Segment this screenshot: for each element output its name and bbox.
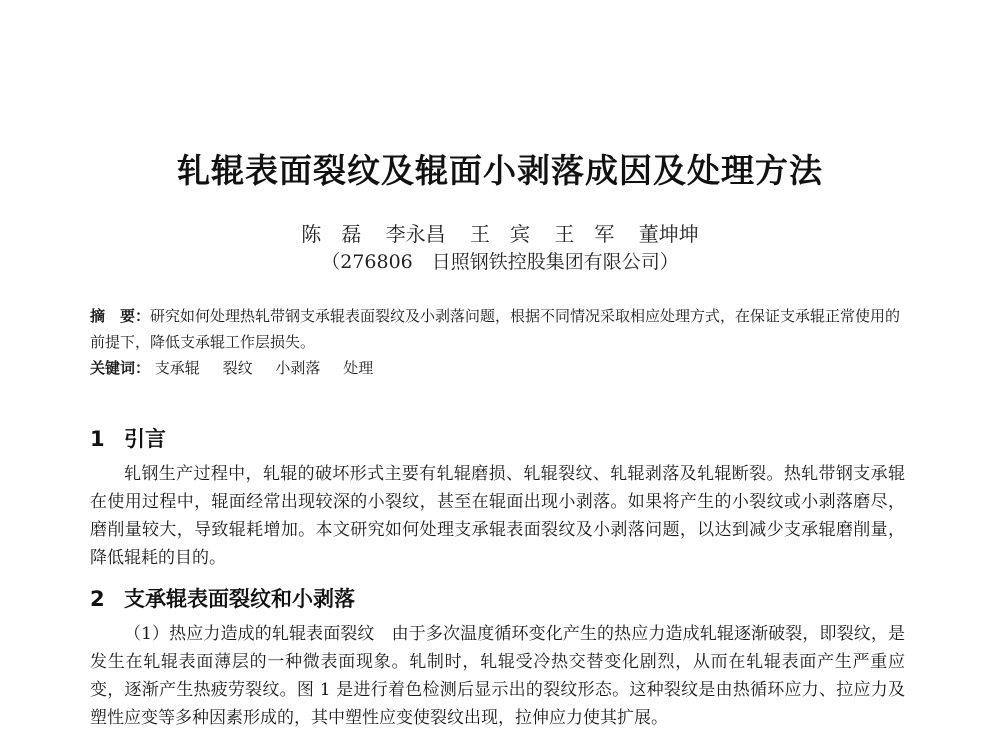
keyword: 裂纹 bbox=[222, 359, 253, 377]
author-name: 陈 磊 bbox=[301, 222, 362, 246]
section-heading bbox=[90, 583, 355, 613]
abstract-text: 研究如何处理热轧带钢支承辊表面裂纹及小剥落问题，根据不同情况采取相应处理方式，在保证支承辊正常使用的前提下，降低支承辊工作层损失。 bbox=[90, 307, 901, 351]
section-number: 1 bbox=[90, 427, 105, 451]
author-name: 王 宾 bbox=[470, 222, 530, 246]
paragraph-subhead: （1）热应力造成的轧辊表面裂纹 bbox=[124, 624, 392, 644]
author-name: 王 军 bbox=[554, 222, 615, 246]
section-title: 引言 bbox=[124, 427, 166, 451]
section-title: 支承辊表面裂纹和小剥落 bbox=[124, 587, 355, 611]
section-paragraph: 轧钢生产过程中，轧辊的破坏形式主要有轧辊磨损、轧辊裂纹、轧辊剥落及轧辊断裂。热轧带钢支承辊在使用过程中，辊面经常出现较深的小裂纹，甚至在辊面出现小剥落。如果将产生的小裂纹或小剥落磨尽，磨削量较大，导致辊耗增加。本文研究如何处理支承辊表面裂纹及小剥落问题，以达到减少支承辊磨削量，降低辊耗的目的。 bbox=[90, 464, 905, 568]
keywords bbox=[90, 357, 905, 379]
abstract-label: 摘 要： bbox=[90, 307, 151, 325]
author-name: 李永昌 bbox=[385, 222, 446, 246]
author-list bbox=[0, 218, 1000, 247]
keywords-label: 关键词： bbox=[90, 359, 151, 377]
author-name: 董坤坤 bbox=[638, 222, 699, 246]
abstract bbox=[90, 303, 905, 355]
keyword: 支承辊 bbox=[154, 359, 200, 377]
affiliation: （276806 日照钢铁控股集团有限公司） bbox=[321, 251, 679, 273]
keyword: 小剥落 bbox=[275, 359, 321, 377]
section-number: 2 bbox=[90, 587, 105, 611]
section-heading bbox=[90, 423, 166, 453]
keyword: 处理 bbox=[343, 359, 374, 377]
section-paragraph bbox=[90, 620, 905, 732]
paper-title: 轧辊表面裂纹及辊面小剥落成因及处理方法 bbox=[177, 151, 823, 190]
paragraph-text: 由于多次温度循环变化产生的热应力造成轧辊逐渐破裂，即裂纹，是发生在轧辊表面薄层的一种微表面现象。轧制时，轧辊受冷热交替变化剧烈，从而在轧辊表面产生严重应变，逐渐产生热疲劳裂纹。图 1 是进行着色检测后显示出的裂纹形态。这种裂纹是由热循环应力、拉应力及塑性应变等多种因素形成的，其中塑性应变使裂纹出现，拉伸应力使其扩展。 bbox=[90, 624, 905, 728]
